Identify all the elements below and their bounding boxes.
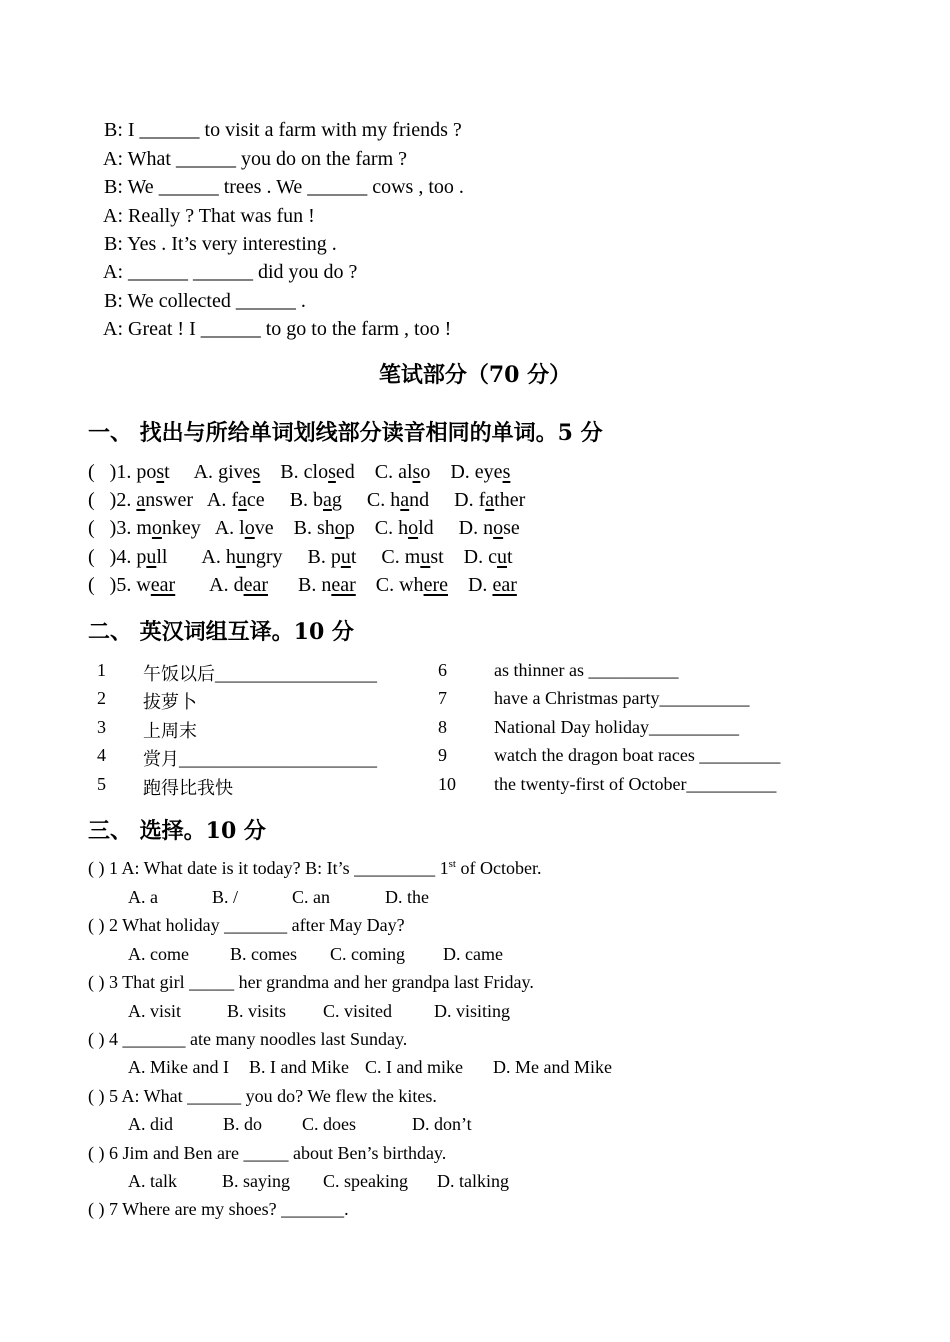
- option: A. visit: [128, 1001, 182, 1021]
- dialogue-line: B: I ______ to visit a farm with my friends ?: [104, 119, 462, 141]
- option: D. Me and Mike: [493, 1057, 612, 1077]
- phrase: 跑得比我快: [143, 778, 233, 798]
- phonics-row: [88, 517, 520, 540]
- option: C. hold: [374, 517, 434, 539]
- question-word: )4. pull: [109, 546, 168, 568]
- option: B. shop: [293, 517, 355, 539]
- question-text: ( ) 5 A: What ______ you do? We flew the kites.: [88, 1086, 437, 1106]
- question-text: ( ) 4 _______ ate many noodles last Sunday.: [88, 1029, 408, 1049]
- option: C. coming: [330, 944, 405, 964]
- option: D. ear: [467, 574, 517, 596]
- answer-bracket: (: [88, 574, 95, 596]
- phrase: 午饭以后__________________: [143, 664, 377, 684]
- option: A. Mike and I: [128, 1057, 229, 1077]
- option: D. talking: [437, 1171, 509, 1191]
- option: D. cut: [463, 546, 513, 568]
- option: B. put: [307, 546, 357, 568]
- option: B. I and Mike: [249, 1057, 349, 1077]
- option: D. don’t: [412, 1114, 472, 1134]
- option: C. I and mike: [365, 1057, 463, 1077]
- option: C. does: [302, 1114, 356, 1134]
- dialogue-line: B: We collected ______ .: [104, 290, 306, 312]
- phrase: 上周末: [143, 721, 197, 741]
- section-1-heading: 一、 找出与所给单词划线部分读音相同的单词。5 分: [88, 420, 603, 446]
- item-number: 8: [438, 717, 447, 737]
- phrase: have a Christmas party__________: [494, 688, 750, 708]
- option: C. must: [381, 546, 444, 568]
- option: B. do: [223, 1114, 263, 1134]
- option: B. comes: [230, 944, 297, 964]
- option: B. /: [212, 887, 239, 907]
- written-part-title: 笔试部分（70 分）: [378, 362, 572, 388]
- option: C. also: [374, 461, 431, 483]
- option: B. closed: [280, 461, 355, 483]
- option: A. come: [128, 944, 189, 964]
- option: B. saying: [222, 1171, 291, 1191]
- option: C. hand: [366, 489, 430, 511]
- option: A. hungry: [201, 546, 283, 568]
- section-3-heading: 三、 选择。10 分: [88, 818, 266, 844]
- option: D. eyes: [450, 461, 511, 483]
- section-2-heading: 二、 英汉词组互译。10 分: [88, 619, 354, 645]
- phonics-row: [88, 574, 517, 597]
- phrase: as thinner as __________: [494, 660, 679, 680]
- answer-bracket: (: [88, 546, 95, 568]
- item-number: 6: [438, 660, 447, 680]
- item-number: 10: [438, 774, 456, 794]
- option: B. visits: [227, 1001, 287, 1021]
- option: B. near: [298, 574, 356, 596]
- question-word: )2. answer: [109, 489, 193, 511]
- option: A. face: [206, 489, 265, 511]
- question-word: )5. wear: [109, 574, 176, 596]
- item-number: 1: [97, 660, 106, 680]
- question-word: )1. post: [109, 461, 170, 483]
- phonics-row: [88, 546, 513, 569]
- dialogue-line: A: Great ! I ______ to go to the farm , too !: [103, 318, 452, 340]
- option: D. nose: [458, 517, 520, 539]
- dialogue-line: A: What ______ you do on the farm ?: [103, 148, 408, 170]
- answer-bracket: (: [88, 517, 95, 539]
- option: A. a: [128, 887, 158, 907]
- phonics-row: [88, 461, 510, 484]
- option: B. bag: [289, 489, 342, 511]
- dialogue-line: B: We ______ trees . We ______ cows , too .: [104, 176, 464, 198]
- dialogue-line: A: ______ ______ did you do ?: [103, 261, 358, 283]
- dialogue-line: A: Really ? That was fun !: [103, 205, 315, 227]
- phrase: the twenty-first of October__________: [494, 774, 777, 794]
- phrase: 赏月______________________: [143, 749, 377, 769]
- phrase: 拔萝卜: [143, 692, 197, 712]
- option: A. dear: [209, 574, 268, 596]
- option: C. an: [292, 887, 330, 907]
- option: C. speaking: [323, 1171, 408, 1191]
- option: C. where: [375, 574, 448, 596]
- item-number: 3: [97, 717, 106, 737]
- answer-bracket: (: [88, 489, 95, 511]
- dialogue-line: B: Yes . It’s very interesting .: [104, 233, 337, 255]
- item-number: 9: [438, 745, 447, 765]
- option: C. visited: [323, 1001, 393, 1021]
- option: A. gives: [193, 461, 261, 483]
- phrase: National Day holiday__________: [494, 717, 739, 737]
- question-word: )3. monkey: [109, 517, 201, 539]
- answer-bracket: (: [88, 461, 95, 483]
- question-text: ( ) 3 That girl _____ her grandma and her grandpa last Friday.: [88, 972, 534, 992]
- item-number: 4: [97, 745, 106, 765]
- option: A. love: [214, 517, 274, 539]
- question-text: ( ) 7 Where are my shoes? _______.: [88, 1199, 349, 1219]
- option: D. the: [385, 887, 429, 907]
- option: A. did: [128, 1114, 173, 1134]
- phrase: watch the dragon boat races _________: [494, 745, 781, 765]
- option: D. father: [454, 489, 526, 511]
- option: D. came: [443, 944, 503, 964]
- question-text: ( ) 2 What holiday _______ after May Day?: [88, 915, 405, 935]
- item-number: 2: [97, 688, 106, 708]
- question-text: ( ) 6 Jim and Ben are _____ about Ben’s birthday.: [88, 1143, 447, 1163]
- item-number: 7: [438, 688, 447, 708]
- phonics-row: [88, 489, 525, 512]
- option: A. talk: [128, 1171, 177, 1191]
- question-text: ( ) 1 A: What date is it today? B: It’s _________ 1st of October.: [88, 858, 542, 878]
- option: D. visiting: [434, 1001, 511, 1021]
- item-number: 5: [97, 774, 106, 794]
